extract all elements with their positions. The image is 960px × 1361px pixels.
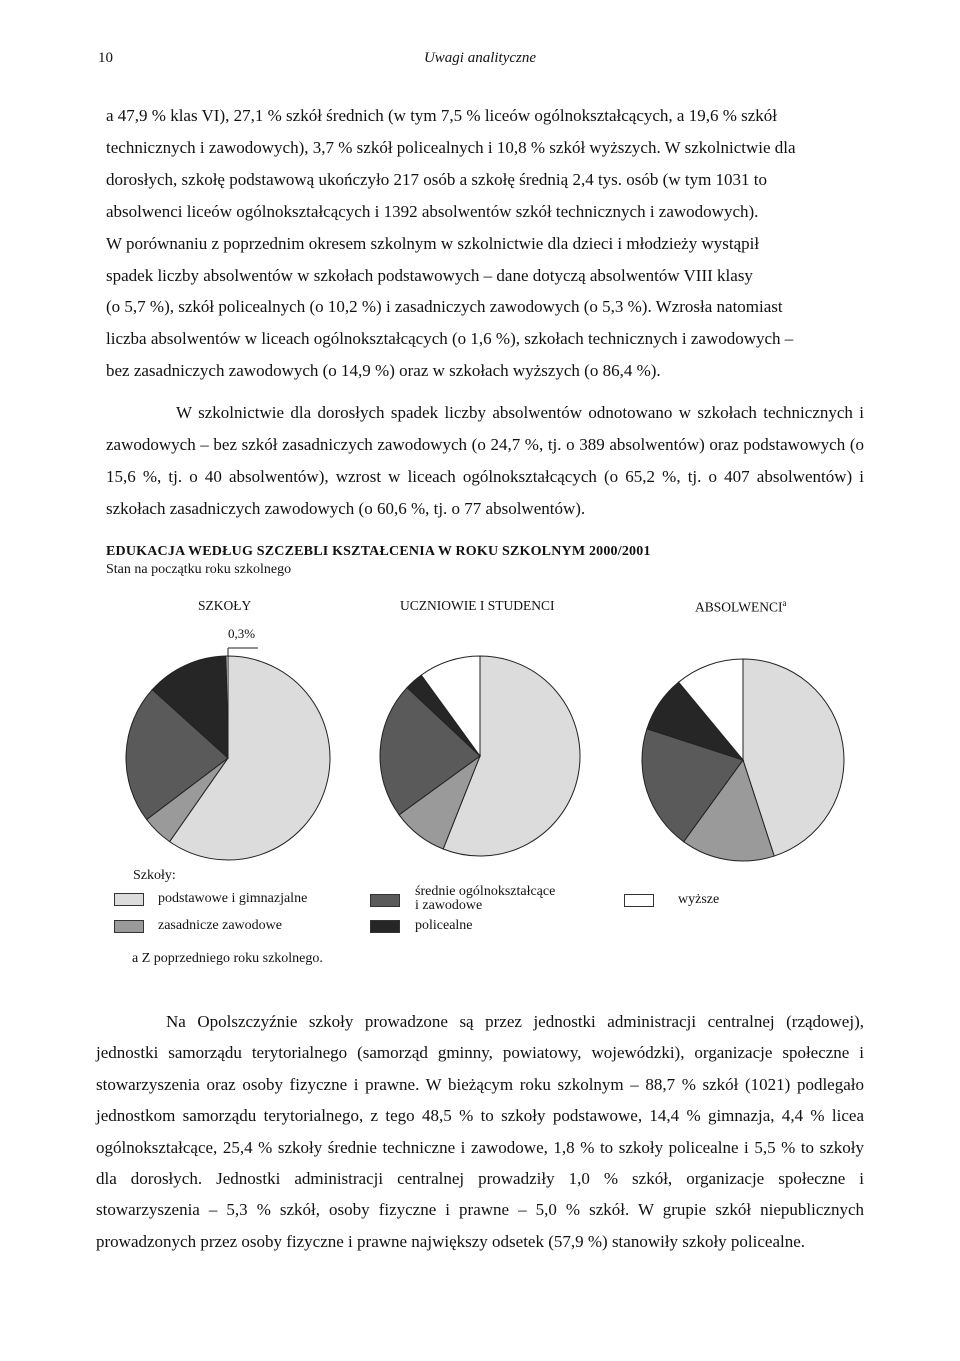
legend-swatch-srednie (370, 894, 400, 907)
paragraph-line: liczba absolwentów w liceach ogólnokształcących (o 1,6 %), szkołach technicznych i zawodowych – (106, 329, 794, 349)
legend-label-srednie-line1: średnie ogólnokształcące (415, 884, 556, 899)
paragraph-line: (o 5,7 %), szkół policealnych (o 10,2 %) i zasadniczych zawodowych (o 5,3 %). Wzrosła natomiast (106, 297, 783, 317)
paragraph-line: dorosłych, szkołę podstawową ukończyło 217 osób a szkołę średnią 2,4 tys. osób (w tym 1031 to (106, 169, 768, 189)
legend-swatch-policealne (370, 920, 400, 933)
paragraph-line: bez zasadniczych zawodowych (o 14,9 %) oraz w szkołach wyższych (o 86,4 %). (106, 361, 661, 381)
legend-label-srednie-line2: i zawodowe (415, 898, 483, 913)
legend-label-wyzsze: wyższe (678, 892, 720, 907)
figure-subtitle: Stan na początku roku szkolnego (106, 562, 292, 577)
paragraph-line: technicznych i zawodowych), 3,7 % szkół policealnych i 10,8 % szkół wyższych. W szkolnictwie dla (106, 137, 796, 157)
footnote-marker: a (782, 598, 787, 608)
paragraph-line: a 47,9 % klas VI), 27,1 % szkół średnich (w tym 7,5 % liceów ogólnokształcących, a 19,6 % szkół (106, 106, 778, 125)
legend-label-srednie (415, 885, 555, 913)
paragraph-3 (96, 1006, 864, 1257)
pie-title-schools: SZKOŁY (198, 598, 252, 613)
legend-title: Szkoły: (133, 868, 176, 883)
running-title: Uwagi analityczne (423, 50, 537, 66)
paragraph-line: spadek liczby absolwentów w szkołach podstawowych – dane dotyczą absolwentów VIII klasy (106, 265, 753, 285)
legend-swatch-podstawowe (114, 893, 144, 906)
legend-label-zasadnicze: zasadnicze zawodowe (158, 918, 282, 933)
page-number: 10 (98, 50, 113, 66)
paragraph-line: W porównaniu z poprzednim okresem szkolnym w szkolnictwie dla dzieci i młodzieży wystąpił (106, 233, 760, 253)
pie-title-students: UCZNIOWIE I STUDENCI (400, 598, 555, 613)
paragraph-text: W szkolnictwie dla dorosłych spadek liczby absolwentów odnotowano w szkołach technicznych i zawodowych – bez szkół zasadniczych zawodowych (o 24,7 %, tj. o 389 absolwentów) oraz podstawowych (o 15,6 %, tj. o 40 absolwentów), wzrost w liceach ogólnokształcących (o 65,2 %, tj. o 407 absolwentów) i szkołach zasadniczych zawodowych (o 60,6 %, tj. o 77 absolwentów). (106, 403, 864, 518)
legend-label-podstawowe: podstawowe i gimnazjalne (158, 891, 308, 906)
pie-annotation: 0,3% (228, 626, 256, 641)
pie-title-graduates-text: ABSOLWENCI (695, 599, 783, 615)
figure-footnote: a Z poprzedniego roku szkolnego. (132, 951, 323, 966)
paragraph-text: Na Opolszczyźnie szkoły prowadzone są przez jednostki administracji centralnej (rządowej), jednostki samorządu terytorialnego (samorząd gminny, powiatowy, wojewódzki), organizacje społeczne i stowarzyszenia oraz osoby fizyczne i prawne. W bieżącym roku szkolnym – 88,7 % szkół (1021) podlegało jednostkom samorządu terytorialnego, z tego 48,5 % to szkoły podstawowe, 14,4 % gimnazja, 4,4 % licea ogólnokształcące, 25,4 % szkoły średnie techniczne i zawodowe, 1,8 % to szkoły policealne i 5,5 % to szkoły dla dorosłych. Jednostki administracji centralnej prowadziły 1,0 % szkół, organizacje społeczne i stowarzyszenia – 5,3 % szkół, osoby fizyczne i prawne – 5,0 % szkół. W grupie szkół niepublicznych prowadzonych przez osoby fizyczne i prawne największy odsetek (57,9 %) stanowiły szkoły policealne. (96, 1012, 864, 1251)
figure-title: EDUKACJA WEDŁUG SZCZEBLI KSZTAŁCENIA W ROKU SZKOLNYM 2000/2001 (106, 544, 651, 559)
legend-swatch-zasadnicze (114, 920, 144, 933)
legend-swatch-wyzsze (624, 894, 654, 907)
legend-label-policealne: policealne (415, 918, 473, 933)
paragraph-line: absolwenci liceów ogólnokształcących i 1392 absolwentów szkół technicznych i zawodowych). (106, 201, 759, 221)
